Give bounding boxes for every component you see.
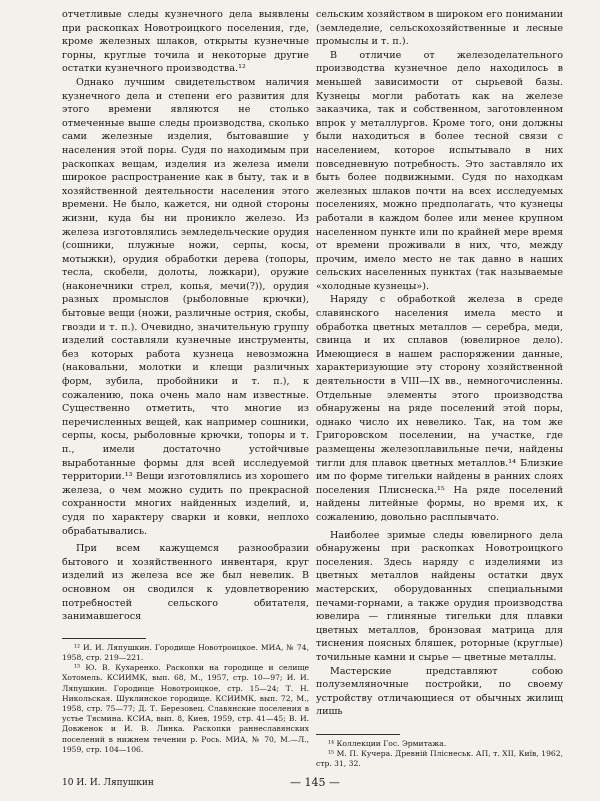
- signature-mark: 10 И. И. Ляпушкин: [62, 778, 154, 788]
- footnote-13: ¹³ Ю. В. Кухаренко. Раскопки на городище и селище Хотомель. КСИИМК, вып. 68, М., 1957, стр. 10—97; И. И. Ляпушкин. Городище Новотроицкое, стр. 15—24; Т. Н. Никольская. Шуклинское городище. КСИИМК, вып. 72, М., 1958, стр. 75—77; Д. Т. Березовец. Славянские поселения в устье Тясмина. КСИА, вып. 8, Киев, 1959, стр. 41—45; В. И. Довженок и И. В. Линка. Раскопки раннеславянских поселений в нижнем течении р. Рось. МИА, № 70, М.—Л., 1959, стр. 104—106.: [62, 663, 309, 754]
- footnote-15: ¹⁵ М. П. Кучера. Древній Пліснеськ. АП, т. XII, Київ, 1962, стр. 31, 32.: [316, 749, 563, 769]
- footnote-divider: [62, 638, 146, 639]
- left-footnotes: [62, 643, 309, 755]
- footnote-divider-right: [316, 734, 400, 735]
- right-column: [316, 8, 563, 719]
- right-paragraph-1: сельским хозяйством в широком его понимании (земледелие, сельскохозяйственные и лесные промыслы и т. п.).: [316, 9, 563, 48]
- left-paragraph-1: отчетливые следы кузнечного дела выявлены при раскопках Новотроицкого поселения, где, кроме железных шлаков, открыты кузнечные горны, круглые точила и некоторые другие остатки кузнечного производства.¹²: [62, 9, 309, 75]
- page-number: — 145 —: [290, 776, 340, 789]
- right-paragraph-5: Мастерские представляют собою полуземляночные постройки, по своему устройству отличающиеся от обычных жилищ лишь: [316, 665, 563, 718]
- right-footnotes: [316, 734, 563, 770]
- right-paragraph-2: В отличие от железоделательного производства кузнечное дело находилось в меньшей зависимости от сырьевой базы. Кузнецы могли работать как на железе заказчика, так и собственном, заготовленном впрок у металлургов. Кроме того, они должны были находиться в более тесной связи с населением, которое испытывало в них повседневную потребность. Это заставляло их быть более подвижными. Судя по находкам железных шлаков почти на всех исследуемых поселениях, можно предполагать, что кузнецы работали в каждом более или менее крупном населенном пункте или по крайней мере время от времени проживали в них, что, между прочим, имело место не так давно в наших сельских населенных пунктах (так называемые «холодные кузнецы»).: [316, 49, 563, 292]
- footnote-12: ¹² И. И. Ляпушкин. Городище Новотроицкое. МИА, № 74, 1958, стр. 219—221.: [62, 642, 309, 662]
- right-paragraph-3: Наряду с обработкой железа в среде славянского населения имела место и обработка цветных металлов — серебра, меди, свинца и их сплавов (ювелирное дело). Имеющиеся в нашем распоряжении данные, характеризующие эту сторону хозяйственной деятельности в VIII—IX вв., немногочисленны. Отдельные элементы этого производства обнаружены на ряде поселений этой поры, однако число их невелико. Так, на том же Григоровском поселении, на участке, где размещены железоплавильные печи, найдены тигли для плавок цветных металлов.¹⁴ Близкие им по форме тигельки найдены в ранних слоях поселения Плиснеска.¹⁵ На ряде поселений найдены литейные формы, но время их, к сожалению, довольно расплывчато.: [316, 294, 563, 523]
- footnote-14: ¹⁴ Коллекции Гос. Эрмитажа.: [328, 739, 447, 748]
- right-paragraph-4: Наиболее зримые следы ювелирного дела обнаружены при раскопках Новотроицкого поселения. Здесь наряду с изделиями из цветных металлов найдены остатки двух мастерских, оборудованных специальными печами-горнами, а также орудия производства ювелира — глиняные тигельки для плавки цветных металлов, бронзовая матрица для тиснения поясных бляшек, роторные (круглые) точильные камни и сырье — цветные металлы.: [316, 529, 563, 663]
- left-column: [62, 8, 309, 755]
- left-paragraph-2: Однако лучшим свидетельством наличия кузнечного дела и степени его развития для этого времени являются не столько отмеченные выше следы производства, сколько сами железные изделия, бытовавшие у населения этой поры. Судя по находимым при раскопках вещам, изделия из железа имели широкое распространение как в быту, так и в хозяйственной деятельности населения этого времени. Не было, кажется, ни одной стороны жизни, куда бы ни проникло железо. Из железа изготовлялись земледельческие орудия (сошники, плужные ножи, серпы, косы, мотыжки), орудия обработки дерева (топоры, тесла, скобели, долоты, ложкари), оружие (наконечники стрел, копья, мечи(?)), орудия разных промыслов (рыболовные крючки), бытовые вещи (ножи, различные острия, скобы, гвозди и т. п.). Очевидно, значительную группу изделий составляли кузнечные инструменты, без которых работа кузнеца невозможна (наковальни, молотки и клещи различных форм, зубила, пробойники и т. п.), к сожалению, пока очень мало нам известные. Существенно отметить, что многие из перечисленных вещей, как например сошники, серпы, косы, рыболовные крючки, топоры и т. п., имели достаточно устойчивые выработанные формы для всей исследуемой территории.¹³ Вещи изготовлялись из хорошего железа, о чем можно судить по прекрасной сохранности многих найденных изделий, и, судя по характеру сварки и ковки, неплохо обрабатывались.: [62, 76, 309, 537]
- left-paragraph-3: При всем кажущемся разнообразии бытового и хозяйственного инвентаря, круг изделий из железа все же был невелик. В основном он сводился к удовлетворению потребностей сельского обитателя, занимавшегося: [62, 543, 309, 623]
